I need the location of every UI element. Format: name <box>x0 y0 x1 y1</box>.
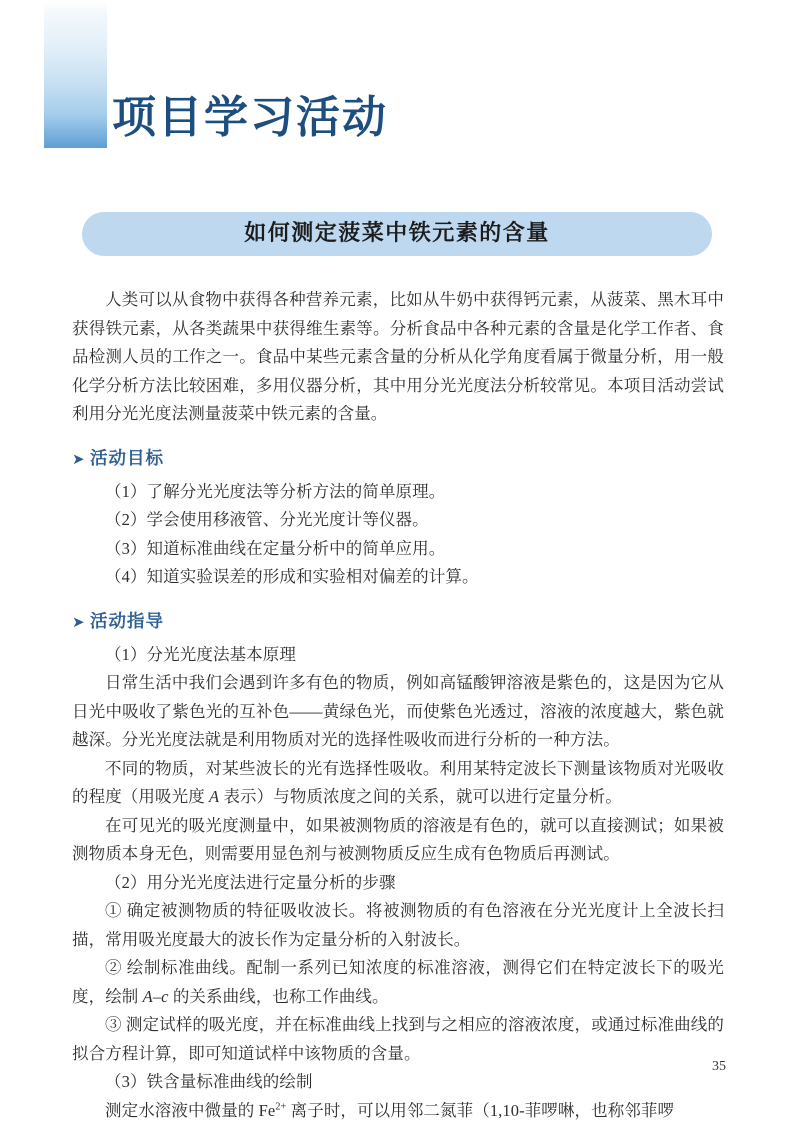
page-header <box>0 0 794 175</box>
section-title-guidance: 活动指导 <box>90 611 164 632</box>
topic-banner-text: 如何测定菠菜中铁元素的含量 <box>244 221 550 246</box>
topic-banner <box>82 212 712 256</box>
page-number: 35 <box>712 1059 726 1074</box>
absorbance-symbol: A <box>209 787 220 806</box>
concentration-symbol: c <box>161 986 169 1006</box>
guidance-paragraph-4 <box>72 1097 724 1123</box>
absorbance-symbol: A <box>142 986 153 1006</box>
guidance-paragraph-2 <box>72 755 724 812</box>
section-heading-goals <box>72 449 724 470</box>
guidance-step-3: ③ 测定试样的吸光度，并在标准曲线上找到与之相应的溶液浓度，或通过标准曲线的拟合方程计算，即可知道试样中该物质的含量。 <box>72 1015 724 1063</box>
guidance-p2-text-a: 不同的物质，对某些波长的光有选择性吸收。利用某特定波长下测量该物质对光吸收的程度（用吸光度 <box>72 758 724 806</box>
guidance-paragraph-1: 日常生活中我们会遇到许多有色的物质，例如高锰酸钾溶液是紫色的，这是因为它从日光中吸收了紫色光的互补色——黄绿色光，而使紫色光透过，溶液的浓度越大，紫色就越深。分光光度法就是利用物质对光的选择性吸收而进行分析的一种方法。 <box>72 673 724 749</box>
intro-paragraph: 人类可以从食物中获得各种营养元素，比如从牛奶中获得钙元素，从菠菜、黑木耳中获得铁元素，从各类蔬果中获得维生素等。分析食品中各种元素的含量是化学工作者、食品检测人员的工作之一。食品中某些元素含量的分析从化学角度看属于微量分析，用一般化学分析方法比较困难，多用仪器分析，其中用分光光度法分析较常见。本项目活动尝试利用分光光度法测量菠菜中铁元素的含量。 <box>72 290 724 423</box>
section-heading-guidance <box>72 612 724 633</box>
guidance-paragraph-3: 在可见光的吸光度测量中，如果被测物质的溶液是有色的，就可以直接测试；如果被测物质本身无色，则需要用显色剂与被测物质反应生成有色物质后再测试。 <box>72 815 724 863</box>
section-title-goals: 活动目标 <box>90 448 164 469</box>
header-accent-bar <box>44 0 107 148</box>
arrow-bullet-icon: ➤ <box>72 451 85 468</box>
arrow-bullet-icon: ➤ <box>72 614 85 631</box>
guidance-step-1: ① 确定被测物质的特征吸收波长。将被测物质的有色溶液在分光光度计上全波长扫描，常用吸光度最大的波长作为定量分析的入射波长。 <box>72 901 724 949</box>
list-item: （1）了解分光光度法等分析方法的简单原理。 <box>105 481 446 501</box>
guidance-sublabel-3: （3）铁含量标准曲线的绘制 <box>105 1072 313 1091</box>
page-title: 项目学习活动 <box>112 93 388 142</box>
goals-list <box>72 478 724 592</box>
iron-ion-charge-superscript: 2+ <box>275 1101 287 1112</box>
guidance-p2-text-b: 表示）与物质浓度之间的关系，就可以进行定量分析。 <box>219 787 622 806</box>
guidance-step2-text-b: 的关系曲线，也称工作曲线。 <box>168 986 389 1006</box>
guidance-step2-text-a: ② 绘制标准曲线。配制一系列已知浓度的标准溶液，测得它们在特定波长下的吸光度，绘制 <box>72 958 724 1006</box>
guidance-p4-text-b: 离子时，可以用邻二氮菲（1,10-菲啰啉，也称邻菲啰 <box>286 1100 675 1120</box>
list-item: （2）学会使用移液管、分光光度计等仪器。 <box>105 510 429 529</box>
guidance-sublabel-1: （1）分光光度法基本原理 <box>105 644 296 664</box>
guidance-step-2 <box>72 954 724 1011</box>
list-item: （4）知道实验误差的形成和实验相对偏差的计算。 <box>105 567 479 586</box>
page-content <box>72 286 724 1123</box>
guidance-sublabel-2: （2）用分光光度法进行定量分析的步骤 <box>105 872 396 892</box>
list-item: （3）知道标准曲线在定量分析中的简单应用。 <box>105 538 446 558</box>
curve-dash: – <box>152 986 162 1006</box>
guidance-p4-text-a: 测定水溶液中微量的 Fe <box>105 1100 276 1120</box>
